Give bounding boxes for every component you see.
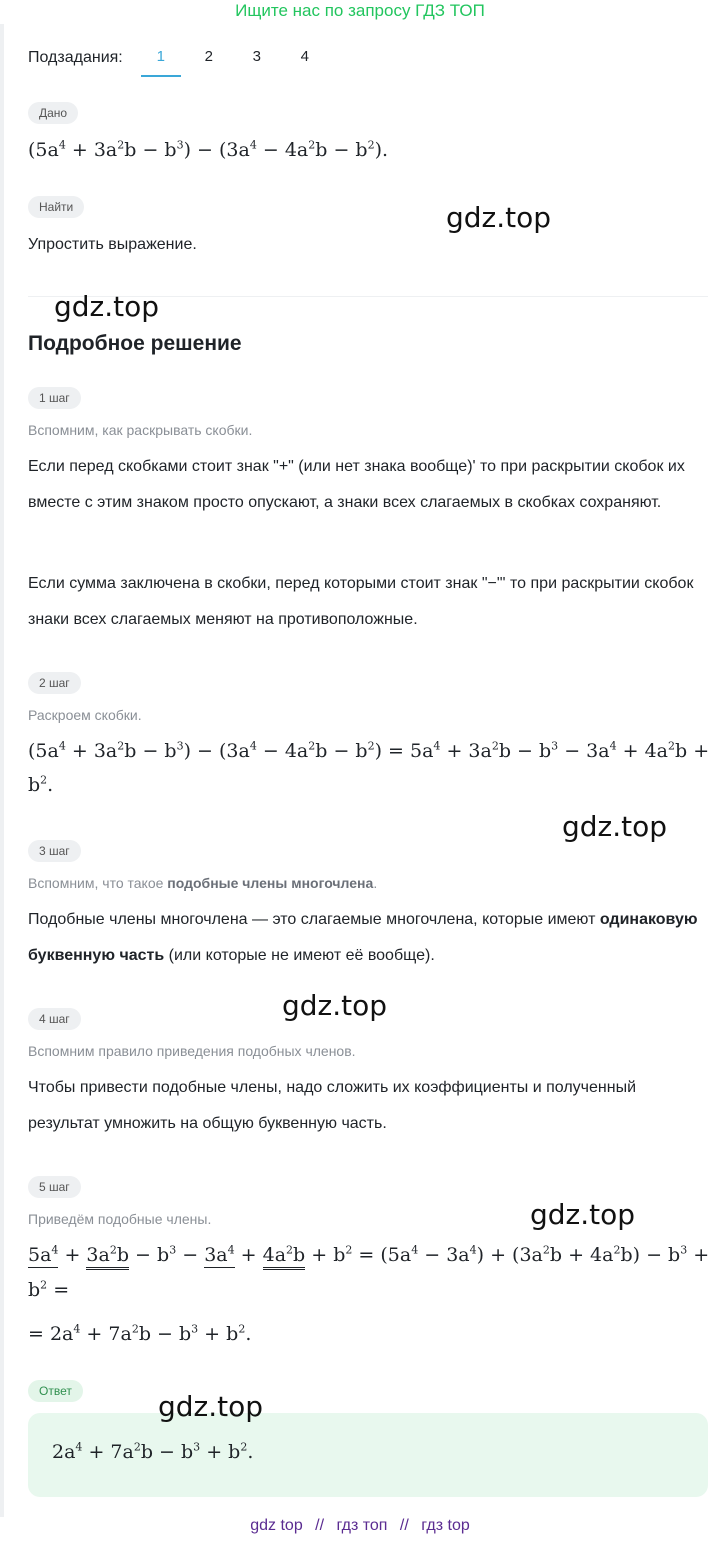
watermark-4: gdz.top: [282, 989, 388, 1022]
tab-2[interactable]: 2: [204, 48, 213, 65]
step-3-p-bold: одинаковую буквенную часть: [28, 911, 698, 964]
step-1-paragraph-1: Если перед скобками стоит знак "+" (или нет знака вообще)' то при раскрытии скобок их вместе с этим знаком просто опускают, а знаки всех слагаемых в скобках сохраняют.: [28, 458, 685, 511]
step-4-paragraph: Чтобы привести подобные члены, надо сложить их коэффициенты и полученный результат умножить на общую буквенную часть.: [28, 1079, 637, 1132]
step-2-hint: Раскроем скобки.: [28, 707, 142, 723]
step-4-badge: 4 шаг: [28, 1008, 81, 1030]
left-rule: [0, 24, 4, 1517]
step-4-hint: Вспомним правило приведения подобных членов.: [28, 1043, 356, 1059]
watermark-5: gdz.top: [530, 1198, 636, 1231]
step-2-expression-line-2: $b^2$.: [28, 773, 54, 796]
step-3-p-suffix: (или которые не имеют её вообще).: [164, 947, 435, 964]
subtasks-label: Подзадания:: [28, 49, 123, 66]
step-3-hint-prefix: Вспомним, что такое: [28, 875, 168, 891]
find-text: Упростить выражение.: [28, 236, 197, 253]
solution-title: Подробное решение: [28, 332, 242, 355]
footer-link-1[interactable]: gdz top: [250, 1517, 303, 1534]
step-1-badge: 1 шаг: [28, 387, 81, 409]
step-3-hint: [28, 875, 377, 891]
footer-separator-2: //: [399, 1517, 409, 1534]
footer-links: [0, 1517, 720, 1535]
step-3-hint-bold: подобные члены многочлена: [167, 875, 374, 891]
step-5-expression-line-1: $5a^4 + 3a^2b - b^3 - 3a^4 + 4a^2b + b^2 = (5a^4 - 3a^4) + (3a^2b + 4a^2b) - b^3$ +: [28, 1244, 709, 1266]
watermark-6: gdz.top: [158, 1390, 264, 1423]
search-banner: Ищите нас по запросу ГДЗ ТОП: [235, 1, 485, 20]
tab-1[interactable]: 1: [137, 39, 185, 77]
watermark-3: gdz.top: [562, 810, 668, 843]
tab-4[interactable]: 4: [300, 48, 309, 65]
subtask-tabs: [28, 38, 329, 78]
given-badge: Дано: [28, 102, 78, 124]
step-5-result: = $2a^4 + 7a^2b - b^3 + b^2$.: [28, 1322, 252, 1345]
step-3-paragraph: [28, 902, 708, 974]
answer-badge: Ответ: [28, 1380, 83, 1402]
answer-expression: $2a^4 + 7a^2b - b^3 + b^2$.: [52, 1440, 254, 1463]
watermark-1: gdz.top: [446, 201, 552, 234]
step-3-badge: 3 шаг: [28, 840, 81, 862]
find-badge: Найти: [28, 196, 84, 218]
step-1-paragraph-2: Если сумма заключена в скобки, перед которыми стоит знак "−"' то при раскрытии скобок знаки всех слагаемых меняют на противоположные.: [28, 575, 694, 628]
footer-link-3[interactable]: гдз top: [421, 1517, 470, 1534]
step-5-badge: 5 шаг: [28, 1176, 81, 1198]
step-3-p-prefix: Подобные члены многочлена — это слагаемые многочлена, которые имеют: [28, 911, 600, 928]
step-3-hint-suffix: .: [373, 875, 378, 891]
step-5-expression-line-2: $b^2$ =: [28, 1278, 70, 1301]
tab-3[interactable]: 3: [252, 48, 261, 65]
footer-separator-1: //: [315, 1517, 325, 1534]
step-2-badge: 2 шаг: [28, 672, 81, 694]
step-1-hint: Вспомним, как раскрывать скобки.: [28, 422, 253, 438]
watermark-2: gdz.top: [54, 290, 160, 323]
footer-link-2[interactable]: гдз топ: [336, 1517, 388, 1534]
given-expression: $(5a^4 + 3a^2b - b^3) - (3a^4 - 4a^2b - b^2)$.: [28, 138, 389, 161]
step-2-expression-line-1: $(5a^4 + 3a^2b - b^3) - (3a^4 - 4a^2b - b^2) = 5a^4 + 3a^2b - b^3 - 3a^4 + 4a^2b$ +: [28, 739, 710, 762]
step-5-hint: Приведём подобные члены.: [28, 1211, 212, 1227]
